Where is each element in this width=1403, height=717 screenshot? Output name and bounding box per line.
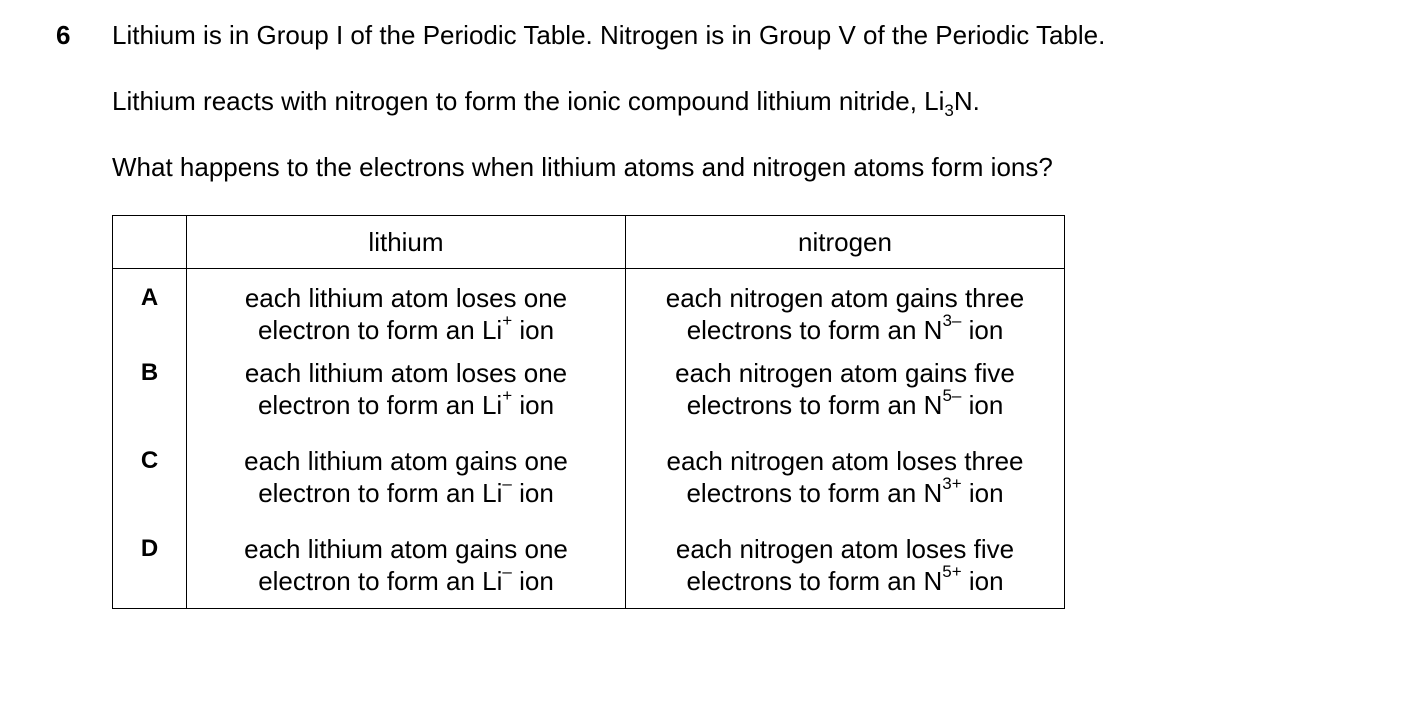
table-header-row: [113, 216, 1065, 269]
cell-line: each lithium atom gains one: [244, 446, 568, 476]
cell-line: electrons to form an N: [686, 478, 943, 508]
cell-line: electrons to form an N: [686, 315, 943, 345]
ion-charge: +: [502, 386, 513, 406]
cell-line: ion: [511, 566, 554, 596]
cell-line: electron to form an Li: [258, 478, 503, 508]
ion-charge: –: [502, 474, 512, 494]
cell-line: electrons to form an N: [686, 390, 943, 420]
table-row[interactable]: [113, 445, 1065, 533]
ion-charge: 5+: [942, 562, 962, 582]
option-label-d[interactable]: D: [113, 533, 187, 609]
header-nitrogen: nitrogen: [626, 216, 1065, 269]
header-option: [113, 216, 187, 269]
nitrogen-cell: [626, 445, 1065, 533]
option-label-a[interactable]: A: [113, 269, 187, 358]
cell-line: ion: [961, 390, 1004, 420]
nitrogen-cell: [626, 357, 1065, 445]
table-row[interactable]: [113, 357, 1065, 445]
lithium-cell: [187, 533, 626, 609]
question-line-2-text: Lithium reacts with nitrogen to form the ionic compound lithium nitride, Li: [112, 86, 945, 116]
cell-line: each nitrogen atom gains three: [665, 283, 1025, 313]
cell-line: each lithium atom loses one: [244, 358, 568, 388]
question-number: 6: [56, 20, 71, 50]
table-row[interactable]: [113, 269, 1065, 358]
cell-line: each nitrogen atom loses three: [666, 446, 1024, 476]
cell-line: electron to form an Li: [257, 315, 503, 345]
cell-line: electron to form an Li: [257, 390, 503, 420]
ion-charge: +: [502, 311, 513, 331]
header-lithium: lithium: [187, 216, 626, 269]
cell-line: ion: [512, 315, 555, 345]
option-label-b[interactable]: B: [113, 357, 187, 445]
cell-line: ion: [511, 478, 554, 508]
nitrogen-cell: [626, 533, 1065, 609]
cell-line: ion: [961, 478, 1004, 508]
cell-line: ion: [961, 315, 1004, 345]
cell-line: electron to form an Li: [258, 566, 503, 596]
cell-line: ion: [512, 390, 555, 420]
ion-charge: –: [502, 562, 512, 582]
question-line-2-end: N.: [953, 86, 980, 116]
question-prompt: What happens to the electrons when lithium atoms and nitrogen atoms form ions?: [112, 152, 1053, 182]
question-line-1: Lithium is in Group I of the Periodic Table. Nitrogen is in Group V of the Periodic Table.: [112, 20, 1106, 50]
question-line-2: [112, 86, 980, 121]
lithium-cell: [187, 269, 626, 358]
cell-line: each nitrogen atom loses five: [675, 534, 1015, 564]
cell-line: each lithium atom loses one: [244, 283, 568, 313]
nitrogen-cell: [626, 269, 1065, 358]
table-row[interactable]: [113, 533, 1065, 609]
ion-charge: 5–: [942, 386, 962, 406]
cell-line: each nitrogen atom gains five: [675, 358, 1015, 388]
cell-line: ion: [961, 566, 1004, 596]
formula-subscript: 3: [944, 101, 954, 121]
lithium-cell: [187, 357, 626, 445]
answer-options-table: [112, 215, 1065, 609]
ion-charge: 3+: [942, 474, 962, 494]
ion-charge: 3–: [942, 311, 962, 331]
cell-line: electrons to form an N: [686, 566, 943, 596]
option-label-c[interactable]: C: [113, 445, 187, 533]
lithium-cell: [187, 445, 626, 533]
cell-line: each lithium atom gains one: [244, 534, 568, 564]
